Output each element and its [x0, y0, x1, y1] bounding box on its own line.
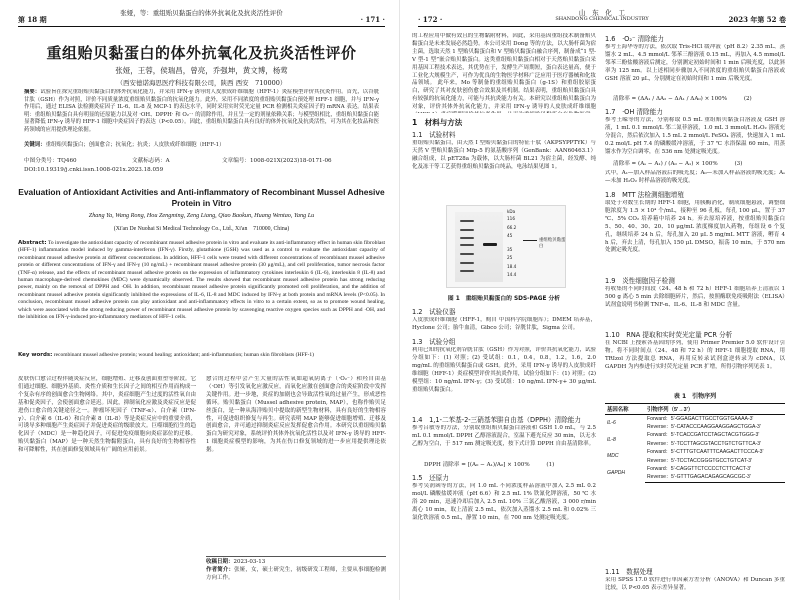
ladder-18: 18.4: [507, 264, 517, 269]
page-number: · 171 ·: [360, 15, 385, 24]
header-gene: 基因名称: [605, 404, 645, 415]
section-1-4-heading: 1.4 1,1-二苯基-2-三硝基苯肼自由基（DPPH）清除能力: [412, 416, 581, 424]
authors-en: Zhang Ya, Wang Rong, Hou Zengming, Zeng Liang, Qiao Baokun, Huang Wentao, Yang Lu: [88, 212, 315, 219]
ladder-14: 14.4: [507, 272, 517, 277]
marker-band: [460, 229, 474, 231]
equation-3: 清除率 = (Aₛ − A₁) / (A₀ − A₁) × 100% (3): [613, 161, 743, 167]
section-1-6-heading: 1.6 ·O₂⁻ 清除能力: [605, 35, 664, 43]
footnote: [206, 556, 386, 583]
article-title-cn: 重组贻贝黏蛋白的体外抗氧化及抗炎活性评价: [46, 44, 357, 62]
section-1-3-text: 利用已知的抗氧化剂谷胱甘肽（GSH）作为对照，评价其抗氧化能力，试验分组如下：(1) 对照；(2) 受试组：0.1，0.4，0.8，1.2，1.6，2.0 mg/mL 的重组贻贝黏蛋白或 GSH。此外，采用 IFN-γ 诱导的人皮肤成纤维细胞（HFF-1）炎症模型评价其抗炎作用，试验分组如下：(1) 对照；(2) 模型组：10 ng/mL IFN-γ；(3) 受试组：10 ng/mL IFN-γ+ 30 μg/mL 重组贻贝黏蛋白。: [412, 347, 596, 393]
affiliation-cn: （西安德诺海思医疗科技有限公司，陕西 西安 710000）: [116, 79, 287, 87]
primer-forward: Forward：5'-CAGGTTCTCCCCTCTTCACT-3': [647, 465, 752, 472]
body-column-1: 皮肤伤口愈合过程伴随炎症反应，细胞增殖、迁移及创面重塑等阶段。它们通过细胞、细胞外基质、炎性介质和生长因子之间的相互作用而构成一个复杂有序的创面愈合生物网络。其中，炎症细胞产生过度的活性氧自由基和促炎因子，会使创面愈合延迟。因此，抑制氧化应激及炎症反应是促进伤口愈合的关键途径之一。肿瘤坏死因子（TNF-α）、白介素（IFN-γ）、白介素 6（IL-6）和白介素 8（IL-8）等是炎症反应中的重要介质，可诱导多种细胞产生炎症因子并促进炎症的级联放大。巨噬细胞衍生的趋化因子（MDC）是一种趋化因子，可促进免疫细胞向炎症部位的迁移。贻贝黏蛋白（MAP）是一种天然生物黏附蛋白，具有良好的生物相容性和可降解性，其在创面修复领域具有广阔的应用前景。: [18, 376, 196, 454]
band-pointer: [523, 240, 537, 241]
primer-forward: Forward：5'-CTTTGTCAATTTCAAGACTTCCCA-3': [647, 449, 764, 456]
marker-lane: [458, 216, 476, 278]
marker-band: [460, 237, 474, 239]
ladder-45: 45: [507, 233, 513, 238]
document-code: 文献标志码：A: [132, 158, 170, 164]
section-1-11-heading: 1.11 数据处理: [605, 568, 653, 576]
primer-reverse: Reverse：5'-CATACCCAAGGAAGGAGCTGGA-3': [647, 423, 761, 430]
keywords-en-label: Key words:: [18, 352, 53, 358]
primer-reverse: Reverse：5'-TCCTTAGCGTACCTGTCTGTTCA-3': [647, 440, 762, 447]
section-1-8-heading: 1.8 MTT 法检测细胞增殖: [605, 191, 684, 199]
abstract-cn: [24, 89, 379, 140]
authors-cn: 张娅，王蓉，侯瑞昌，曾亮，乔强坤，黄文博，杨莺: [115, 66, 288, 75]
abstract-cn-label: 摘要：: [24, 89, 41, 95]
sds-page-figure: [446, 205, 566, 288]
page-number: · 172 ·: [418, 15, 443, 24]
gel-image: [455, 212, 503, 282]
section-1-heading: 1 材料与方法: [412, 118, 463, 127]
primer-forward: Forward：5'-GGAGACTTGCCTGGTGAAAA-3': [647, 415, 754, 422]
section-1-1-text: 重组贻贝黏蛋白，由天然 I 型贻贝黏蛋白的特征十肽（AKPSYPPTYK）与天然 V 型贻贝黏蛋白 Mfp-5 的氨基酸序列（GenBank：AAN60463.1）融合组成，以 pET28a 为载体，以大肠杆菌 BL21 为宿主菌，经发酵、纯化及冻干等工艺获得重组贻贝黏蛋白纯品，电泳结果见图 1。: [412, 140, 596, 170]
figure-1-caption: 图 1 重组贻贝黏蛋白的 SDS-PAGE 分析: [447, 296, 561, 302]
section-1-9-heading: 1.9 炎性细胞因子检测: [605, 277, 675, 285]
equation-1: DPPH 清除率 = [(A₀ − A₁)/A₀] × 100% (1): [424, 462, 555, 468]
keywords-cn-label: 关键词：: [24, 142, 46, 148]
marker-band: [460, 244, 474, 246]
primer-reverse: Reverse：5'-GTTTGAGACAGAGCAGCGC-3': [645, 474, 785, 483]
section-1-11-text: 采用 SPSS 17.0 软件进行单因素方差分析（ANOVA）和 Duncan 多重比较，以 P<0.05 表示差异显著。: [605, 577, 785, 591]
section-1-2-text: 人皮肤成纤维细胞（HFF-1，购自 中国科学院细胞库）；DMEM 培养基，Hyclone 公司；胎牛血清，Gibco 公司；谷胱甘肽，Sigma 公司。: [412, 317, 596, 331]
gene-name: GAPDH: [607, 470, 626, 477]
primer-reverse: Reverse：5'-TCCTACCGGGTGCCTGTCAT-3': [647, 457, 753, 464]
protein-band: [483, 243, 497, 246]
primer-table: [605, 391, 785, 483]
section-1-7-heading: 1.7 ·OH 清除能力: [605, 108, 663, 116]
section-1-10-text: 在 NCBI 上搜索各基因的序列，使用 Primer Premier 5.0 软件设计引物。将不同时间点（24、48 和 72 h）的 HFF-1 细胞提取 RNA，用 TRIzol 方法提取总 RNA，再用反转录试剂盒逆转录为 cDNA，以 GAPDH 为内参进行实时荧光定量 PCR 扩增，所得引物序列见表 1。: [605, 340, 785, 370]
affiliation-en: (Xi'an De Nuohai Si Medical Technology Co., Ltd., Xi'an 710000, China): [113, 226, 290, 232]
section-1-5-text: 参考吴润函等的方法，向 1.0 mL 不同浓度样品溶液中加入 2.5 mL 0.2 mol/L 磷酸盐缓冲液（pH 6.6）和 2.5 mL 1% 铁氰化钾溶液，50 ℃ 水浴 20 min，迅速冷却后加入 2.5 mL 10% 三氯乙酸溶液，3 000 r/min 离心 10 min，取上清液 2.5 mL，依次加入蒸馏水 2.5 mL 和 0.02% 三氯化铁溶液 0.5 mL，静置 10 min，在 700 nm 处测定吸光度。: [412, 483, 596, 521]
doi: DOI:10.19319/j.cnki.issn.1008-021x.2023.18.059: [24, 167, 164, 173]
body-column-2: 愈合的过程中会产生大量的活性氧如超氧阴离子（·O₂⁻）和羟自由基（·OH）等引发氧化应激反应，而氧化应激在创面愈合的炎症阶段中发挥关键作用。进一步地，炎症的加剧也会导致活性氧的过量产生，形成恶性循环。贻贝黏蛋白（Mussel adhesive protein, MAP），也称作贻贝足丝蛋白，是一种从海洋贻贝中提取的新型生物材料，具有良好的生物相容性，可促进组织修复与再生。研究表明 MAP 能够促进细胞增殖、迁移及创面愈合，并可通过抑制炎症反应发挥促愈合作用。本研究以重组贻贝黏蛋白为研究对象，系统评价其体外抗氧化活性以及对 IFN-γ 诱导的 HFF-1 细胞炎症模型的影响，为其在伤口修复领域的进一步应用提供理论依据。: [206, 376, 386, 454]
table-header-row: [605, 404, 785, 415]
keywords-cn: [24, 142, 379, 150]
band-label: 重组贻贝黏蛋白: [539, 238, 566, 249]
section-1-1-heading: 1.1 试验材料: [412, 131, 456, 139]
journal-name: [555, 10, 648, 22]
abstract-en-text: To investigate the antioxidant capacity of recombinant mussel adhesive protein in vitro and evaluate its anti-inflammatory effect in human skin fibroblast (HFF-1) inflammation model induced by gamma-interferon (IFN-γ). Firstly, glutathione (GSH) was used as a control to evaluate the antioxidant capacity of recombinant mussel adhesive protein at different concentrations. In addition, HFF-1 cells were treated with different concentrations of recombinant mussel adhesive protein or different concentrations of IFN-γ and IFN-γ (10 ng/mL) + recombinant mussel adhesive protein (30 μg/mL), and cell proliferation, tumor necrosis factor (TNF-α) release, and the effects of recombinant mussel adhesive protein on the expression of inflammatory cytokines interleukin 6 (IL-6), interleukin 8 (IL-8) and human macrophage-derived chemokines (MDC) were dynamically observed. The results showed that recombinant mussel adhesive protein has strong reducing power, mainly on the removal of DPPH and ·OH. In addition, recombinant mussel adhesive protein significantly promoted cell proliferation, and the addition of recombinant mussel adhesive protein significantly inhibited the expressions of IL-6, IL-8 and MDC induced by IFN-γ at both protein and mRNA levels (P<0.05). In conclusion, recombinant mussel adhesive protein can play antioxidant and anti-inflammatory effects in vitro to a certain extent, so as to promote wound healing, which were associated with the strong reducing power of recombinant mussel adhesive protein by scavenging reactive oxygen species such as DPPH and ·OH, and the inhibition on IFN-γ-induced pro-inflammatory mediators of HFF-1 cells.: [18, 240, 385, 321]
section-1-2-heading: 1.2 试验仪器: [412, 308, 456, 316]
journal-name-cn: 山 东 化 工: [578, 9, 626, 17]
ladder-116: 116: [507, 216, 515, 221]
gene-name: IL-8: [607, 436, 616, 443]
running-title: 张娅，等：重组贻贝黏蛋白的体外抗氧化及抗炎活性评价: [120, 9, 283, 17]
ladder-25: 25: [507, 255, 513, 260]
equation-2: 清除率 = (ΔA₁ / ΔA₂ − ΔA₁ / ΔA₀) × 100% (2): [613, 96, 752, 102]
received-date: 2023-03-13: [233, 559, 266, 565]
primer-table-grid: [605, 403, 785, 483]
marker-band: [460, 270, 474, 272]
keywords-en-text: recombinant mussel adhesive protein; wound healing; antioxidant; anti-inflammation; human skin fibroblasts (HFF-1): [53, 352, 314, 358]
received-label: 收稿日期：: [206, 559, 234, 565]
primer-forward: Forward：5'-TCACCGATCCTAGCTACGTGGG-3': [647, 432, 760, 439]
section-1-5-heading: 1.5 还原力: [412, 474, 449, 482]
section-1-6-text: 参考王海华等的方法，依次取 Tris-HCl 缓冲液（pH 8.2）2.35 mL、蒸馏水 2 mL、4.5 mmol/L 邻苯三酚溶液 0.15 mL，再加入 4.5 mmol/L 邻苯三酚盐酸溶液后测定，分别测定初始时间和 1 min 后吸光度，以此斜率为 125 nm。以上述相同步骤加入不同浓度的重组贻贝黏蛋白溶液或 GSH 溶液 20 μL，分别测定在初始时间和 1 min 后吸光度。: [605, 44, 785, 82]
author-bio-label: 作者简介：: [206, 566, 235, 573]
article-number: 文章编号：1008-021X(2023)18-0171-06: [222, 158, 332, 164]
abstract-en: [18, 240, 385, 344]
section-1-7-text: 参考王嵘等的方法，分别称取 0.5 mL 重组贻贝黏蛋白溶液及 GSH 溶液，1 mL 0.1 mmol/L 邻二氮菲溶液，1.0 mL 3 mmol/L H₂O₂ 溶液充分混合，然后依次加入 1.5 mL 2 mmol/L FeSO₄ 溶液，快速加入 1 mL 0.2 mol/L pH 7.4 的磷酸缓冲溶液，于 37 ℃ 水浴保温 60 min，用蒸馏水作为空白调零，在 536 nm 处测定吸光度。: [605, 117, 785, 155]
author-bio: 张娅，女，硕士研究生，初级研发工程师，主要从事细胞检测方向工作。: [206, 566, 386, 581]
abstract-cn-text: 试验旨在探究重组贻贝黏蛋白的体外抗氧化能力，并采用 IFN-γ 诱导的人皮肤成纤维细胞（HFF-1）炎症模型评价其抗炎作用。首先，以谷胱甘肽（GSH）作为对照，评价不同质量浓度重组贻贝黏蛋白的抗氧化能力。此外，采用不同浓度的重组贻贝黏蛋白预处理 HFF-1 细胞，并与 IFN-γ 作用后，通过 ELISA 法检测炎症因子 IL-6、IL-8 及 MCP-1 的表达水平，同时采用实时荧光定量 PCR 检测相关炎症因子的 mRNA 表达。结果表明：重组贻贝黏蛋白具有明显的还原能力以及对 ·OH、DPPH· 和 O₂⁻· 的清除作用，并且呈一定的剂量依赖关系；与模型组相比，重组贻贝黏蛋白能显著降低 IFN-γ 诱导的 HFF-1 细胞中炎症因子的表达（P<0.05）。因此，重组贻贝黏蛋白具有良好的体外抗氧化及抗炎活性，可为其在化妆品和医药领域的应用提供理论依据。: [24, 89, 379, 133]
ladder-35: 35: [507, 247, 513, 252]
section-1-10-heading: 1.10 RNA 提取和实时荧光定量 PCR 分析: [605, 331, 733, 339]
intro-continued: 的工程应用中做有效且的生物黏附材料，因此，采用基因重组技术制备贻贝黏蛋白是未来发展必然趋势。本公司采用 Dong 等的方法，以大肠杆菌为宿主菌，选取天然 1 型贻贝黏蛋白和 V 型贻贝黏蛋白融合序列，制备成“1 型-V 型-1 型”嵌合贻贝黏蛋白。这类重组贻贝黏蛋白相对于天然贻贝黏蛋白采用基因工程技术表达，其优势在于，发酵生产周期短，蛋白表达量高，便于工业化大规模生产，可作为优良的生物医学材料广泛应用于医疗器械和化妆品领域。 此年来，Mo 等制备的重组贻贝黏蛋白（g-1S）和重组胶原蛋白，研究了其对皮肤创伤愈合效果及其机制。结果表明，重组贻贝黏蛋白具有较强的抗氧化能力，可能与其抗炎能力有关。本研究以重组贻贝黏蛋白为对象，评价其体外抗氧化能力，并采用 IFN-γ 诱导的人皮肤成纤维细胞: [412, 33, 596, 111]
marker-band: [460, 220, 474, 222]
abstract-en-label: Abstract:: [18, 240, 47, 246]
ladder-66: 66.2: [507, 225, 517, 230]
section-1-4-text: 参考吕敏等的方法，分别取重组贻贝黏蛋白溶液和 GSH 1.0 mL，与 2.5 mL 0.1 mmol/L DPPH 乙醇溶液混合，室温下避光反应 30 min，以无水乙醇为空白，于 517 nm 测定吸光度，按下式计算 DPPH 自由基清除率。: [412, 425, 596, 447]
sample-lane: [481, 216, 499, 278]
table-row: [605, 432, 785, 440]
table-row: [605, 415, 785, 424]
volume: 2023 年第 52 卷: [728, 15, 786, 24]
journal-name-en: SHANDONG CHEMICAL INDUSTRY: [555, 16, 649, 22]
table-1-title: 表 1 引物序列: [673, 393, 717, 400]
gene-name: IL-6: [607, 419, 616, 426]
marker-band: [460, 262, 474, 264]
table-row: [605, 449, 785, 457]
section-1-8-text: 取处于对数生长期的 HFF-1 细胞，用胰酶消化，制成细胞悬液，调整细胞浓度为 1.5 × 10⁴ 个/mL，接种至 96 孔板，每孔 100 μL，置于 37 ℃、5% CO₂ 培养箱中培养 24 h。弃去原培养液，按重组贻贝黏蛋白 5、50、40、30、20、10 μg/mL 浓度梯度加入药物，每组设 6 个复孔，继续培养 24 h 后，每孔加入 20 μL 5 mg/mL MTT 溶液，孵育 4 h 后，弃去上清，每孔加入 150 μL DMSO，振荡 10 min，于 570 nm 处测定吸光度。: [605, 200, 785, 254]
header-primer: 引物序列（5'→3'）: [645, 404, 785, 415]
keywords-en: [18, 352, 385, 368]
section-1-3-heading: 1.3 试验分组: [412, 338, 456, 346]
left-running-header: [18, 9, 385, 27]
issue-number: 第 18 期: [18, 15, 47, 24]
section-1-9-text: 将收集的不同时间段（24、48 h 和 72 h）HFF-1 细胞培养上清液以 1 500 g 离心 5 min 去除细胞碎片，然后，按照酶联免疫吸附法（ELISA）试剂盒说明书检测 TNF-α、IL-6、IL-8 和 MDC 含量。: [605, 286, 785, 308]
article-title-en: Evaluation of Antioxidant Activities and Anti-inflammatory of Recombinant Mussel Adhesive Protein in Vitro: [18, 187, 385, 208]
clc-number: 中图分类号：TQ460: [24, 158, 77, 164]
ladder-unit: kDa: [507, 209, 516, 214]
gene-name: MDC: [607, 453, 619, 460]
marker-band: [460, 253, 474, 255]
right-running-header: [418, 9, 786, 27]
keywords-cn-text: 重组贻贝黏蛋白；创面愈合；抗氧化；抗炎；人皮肤成纤维细胞（HFF-1）: [45, 142, 225, 148]
section-1-7-legend: 式中，A₁—加入样品溶液后的吸光度；A₀—未加入样品溶液的吸光度；Aₛ—未加 H₂O₂ 时样品溶液的吸光度。: [605, 170, 785, 184]
right-page: [400, 0, 800, 600]
table-row: [605, 465, 785, 473]
